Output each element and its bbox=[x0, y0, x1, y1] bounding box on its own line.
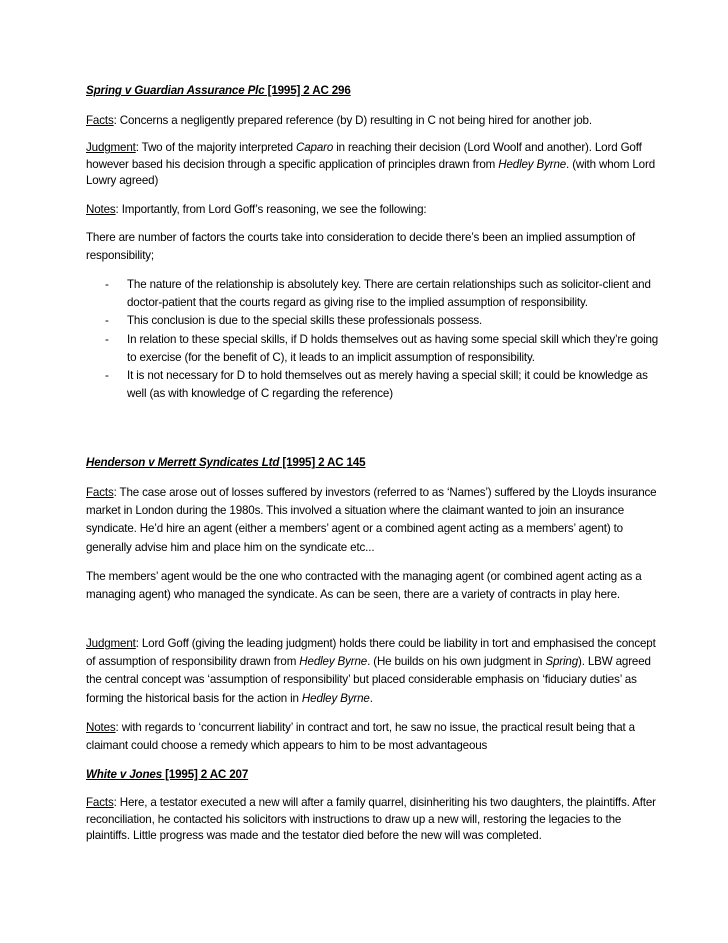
factors-paragraph bbox=[86, 229, 661, 265]
list-item bbox=[86, 331, 661, 367]
case-name: Henderson v Merrett Syndicates Ltd bbox=[86, 456, 280, 469]
facts-paragraph bbox=[86, 795, 661, 845]
bullet-marker: - bbox=[105, 314, 109, 328]
bullet-list bbox=[86, 276, 661, 403]
judgment-paragraph bbox=[86, 635, 661, 708]
judgment-text: . bbox=[369, 691, 373, 705]
case-name: Spring v Guardian Assurance Plc bbox=[86, 84, 265, 97]
bullet-marker: - bbox=[105, 278, 109, 291]
judgment-text: : Two of the majority interpreted bbox=[135, 141, 297, 154]
case-citation: [1995] 2 AC 207 bbox=[162, 768, 249, 781]
bullet-marker: - bbox=[105, 332, 109, 346]
facts-label: Facts bbox=[86, 796, 114, 809]
case-name: White v Jones bbox=[86, 768, 163, 781]
bullet-marker: - bbox=[105, 369, 109, 383]
case-reference: Spring bbox=[545, 655, 578, 669]
list-item bbox=[86, 367, 661, 403]
facts-text: : The case arose out of losses suffered by investors (referred to as ‘Names’) suffered by the Lloyds insurance market in London during the 1980s. This involved a situation where the claimant wanted to join an insurance syndicate. He’d hire an agent (either a members’ agent or a combined agent acting as a members’ agent) to generally advise him and place him on the syndicate etc... bbox=[86, 486, 657, 554]
list-item-text: In relation to these special skills, if D holds themselves out as having some special skill which they’re going to exercise (for the benefit of C), it leads to an implicit assumption of responsibility. bbox=[127, 332, 659, 364]
judgment-paragraph bbox=[86, 140, 661, 190]
case-reference: Hedley Byrne bbox=[299, 655, 368, 669]
judgment-text: . (with whom Lord Lowry agreed) bbox=[86, 157, 655, 187]
case-reference: Hedley Byrne bbox=[498, 157, 567, 171]
list-item bbox=[86, 312, 661, 330]
facts-paragraph bbox=[86, 112, 661, 130]
notes-text: : Importantly, from Lord Goff’s reasoning, we see the following: bbox=[115, 203, 427, 216]
case-reference: Caparo bbox=[296, 141, 334, 154]
list-item-text: It is not necessary for D to hold themselves out as merely having a special skill; it could be knowledge as well (as with knowledge of C regarding the reference) bbox=[127, 369, 648, 401]
notes-label: Notes bbox=[86, 203, 116, 216]
list-item bbox=[86, 276, 661, 312]
case-citation: [1995] 2 AC 145 bbox=[279, 456, 366, 469]
case-heading-spring bbox=[86, 82, 661, 100]
facts-label: Facts bbox=[86, 486, 114, 499]
list-item-text: This conclusion is due to the special skills these professionals possess. bbox=[127, 314, 483, 328]
judgment-text: . (He builds on his own judgment in bbox=[367, 655, 546, 669]
judgment-text: : Lord Goff (giving the leading judgment) holds there could be liability in tort and emphasised the concept of assumption of responsibility drawn from bbox=[86, 637, 656, 669]
case-heading-white bbox=[86, 766, 661, 784]
judgment-label: Judgment bbox=[86, 637, 136, 650]
case-citation: [1995] 2 AC 296 bbox=[264, 84, 351, 97]
notes-paragraph bbox=[86, 201, 661, 219]
members-paragraph bbox=[86, 568, 661, 604]
case-reference: Hedley Byrne bbox=[301, 691, 370, 705]
facts-text: : Concerns a negligently prepared reference (by D) resulting in C not being hired for another job. bbox=[113, 114, 592, 127]
members-text: The members’ agent would be the one who contracted with the managing agent (or combined agent acting as a managing agent) who managed the syndicate. As can be seen, there are a variety of contracts in play here. bbox=[86, 570, 642, 602]
case-heading-henderson bbox=[86, 454, 661, 472]
facts-paragraph bbox=[86, 484, 661, 557]
list-item-text: The nature of the relationship is absolutely key. There are certain relationships such as solicitor-client and doctor-patient that the courts regard as giving rise to the implied assumption of responsibility. bbox=[127, 278, 651, 310]
judgment-text: in reaching their decision (Lord Woolf and another). Lord Goff however based his decision through a specific application of principles drawn from bbox=[86, 141, 642, 171]
notes-paragraph bbox=[86, 719, 661, 755]
judgment-text: ). LBW agreed the central concept was ‘assumption of responsibility’ but placed considerable emphasis on ‘fiduciary duties’ as forming the historical basis for the action in bbox=[86, 655, 651, 705]
notes-text: : with regards to ‘concurrent liability’ in contract and tort, he saw no issue, the practical result being that a claimant could choose a remedy which appears to him to be most advantageous bbox=[86, 721, 635, 753]
judgment-label: Judgment bbox=[86, 141, 136, 154]
notes-label: Notes bbox=[86, 721, 116, 734]
facts-text: : Here, a testator executed a new will after a family quarrel, disinheriting his two daughters, the plaintiffs. After reconciliation, he contacted his solicitors with instructions to draw up a new will, restoring the legacies to the plaintiffs. Little progress was made and the testator died before the new will was completed. bbox=[86, 796, 656, 842]
factors-text: There are number of factors the courts take into consideration to decide there’s been an implied assumption of responsibility; bbox=[86, 231, 636, 263]
facts-label: Facts bbox=[86, 114, 114, 127]
